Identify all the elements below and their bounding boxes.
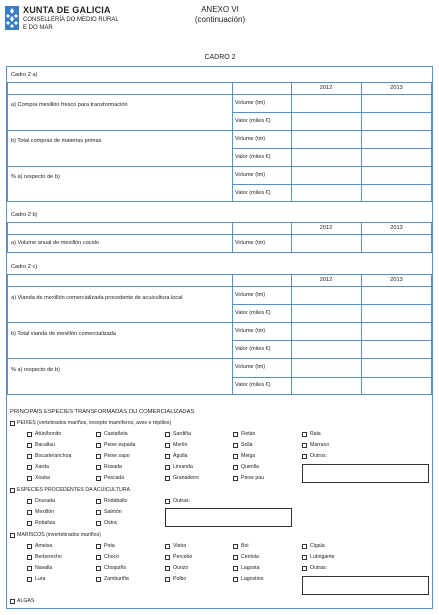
year-header-2013: 2013 [390,85,403,91]
species-label: Centola [241,554,259,560]
others-label: Outros: [310,453,328,459]
checkbox[interactable] [96,577,101,582]
species-label: Marraxo [310,442,330,448]
checkbox[interactable] [96,476,101,481]
species-label: Pescada [104,475,125,481]
checkbox[interactable] [165,555,170,560]
unit-volume: Volume (tm) [235,136,266,142]
species-label: Solla [241,442,253,448]
species-heading: PRINCIPAIS ESPECIES TRANSFORMADAS OU COMERCIALIZADAS [10,409,195,415]
checkbox[interactable] [233,555,238,560]
checkbox[interactable] [27,577,32,582]
species-label: Robaliza [35,520,56,526]
species-label: Lagosta [241,565,260,571]
annex-subtitle: (continuación) [194,15,246,24]
species-label: Xouba [35,475,51,481]
brand-name: XUNTA DE GALICIA [23,5,111,15]
cadro-2c-label: Cadro 2 c) [11,264,38,270]
checkbox[interactable] [165,476,170,481]
year-header-2013: 2013 [390,225,403,231]
others-text-input[interactable] [302,576,429,595]
unit-volume: Volume (tm) [235,240,266,246]
checkbox[interactable] [27,432,32,437]
species-label: Vieira [173,543,187,549]
species-label: Polbo [173,576,187,582]
peixes-label: PEIXES (vertebrados mariños, excepto mamíferos, aves e réptiles) [17,420,172,426]
year-header-2013: 2013 [390,277,403,283]
checkbox[interactable] [27,555,32,560]
species-label: Navalla [35,565,53,571]
department-line-1: CONSELLERÍA DO MEDIO RURAL [23,17,119,23]
checkbox[interactable] [165,443,170,448]
algas-label: ALGAS [17,598,35,604]
xunta-logo-icon [5,6,19,30]
species-label: Fletán [241,431,256,437]
checkbox[interactable] [233,465,238,470]
checkbox[interactable] [233,566,238,571]
unit-value: Valor (miles €) [235,154,271,160]
checkbox[interactable] [165,566,170,571]
species-label: Pota [104,543,115,549]
species-label: Cigala [310,543,325,549]
unit-value: Valor (miles €) [235,310,271,316]
species-label: Peixe espada [104,442,136,448]
checkbox[interactable] [96,521,101,526]
annex-title: ANEXO VI [201,5,239,14]
checkbox[interactable] [233,443,238,448]
checkbox-peixes[interactable] [10,421,15,426]
checkbox[interactable] [165,577,170,582]
checkbox-mariscos[interactable] [10,533,15,538]
species-label: Ostra [104,520,117,526]
others-label: Outras: [310,565,328,571]
species-label: Boi [241,543,249,549]
checkbox[interactable] [27,566,32,571]
unit-volume: Volume (tm) [235,364,266,370]
checkbox[interactable] [27,499,32,504]
species-label: Choco [104,554,119,560]
checkbox[interactable] [27,510,32,515]
checkbox-others[interactable] [302,454,307,459]
species-label: Rosada [104,464,122,470]
cadro-2a-row-label: a) Compra mexillón fresco para transformación [11,102,128,108]
others-text-input[interactable] [302,464,429,483]
checkbox[interactable] [96,432,101,437]
checkbox[interactable] [233,476,238,481]
checkbox-algas[interactable] [10,599,15,604]
year-header-2012: 2012 [319,277,333,283]
unit-volume: Volume (tm) [235,100,266,106]
cadro-2b-row-label: a) Volume anual de mexillón cocido [11,240,99,246]
checkbox[interactable] [96,443,101,448]
form-title: CADRO 2 [204,54,236,61]
species-label: Rodaballo [104,498,128,504]
cadro-2a-row-label: b) Total compras de materias primas [11,138,102,144]
cadro-2b-label: Cadro 2 b) [11,212,38,218]
unit-volume: Volume (tm) [235,328,266,334]
checkbox[interactable] [165,544,170,549]
checkbox-others[interactable] [302,566,307,571]
checkbox-acuicultura[interactable] [10,488,15,493]
checkbox[interactable] [27,443,32,448]
species-label: Atún/bonito [35,431,62,437]
checkbox[interactable] [233,454,238,459]
acuicultura-label: ESPECIES PROCEDENTES DA ACUICULTURA [17,487,130,493]
checkbox[interactable] [233,432,238,437]
year-header-2012: 2012 [319,225,333,231]
unit-value: Valor (miles €) [235,382,271,388]
others-text-input[interactable] [165,508,292,527]
species-label: Berberecho [35,554,62,560]
checkbox[interactable] [96,544,101,549]
species-label: Lagostino [241,576,264,582]
others-label: Outras: [173,498,191,504]
checkbox[interactable] [233,577,238,582]
unit-value: Valor (miles €) [235,190,271,196]
species-label: Bocarte/anchoa [35,453,72,459]
species-label: Xarda [35,464,49,470]
checkbox-others[interactable] [165,499,170,504]
unit-value: Valor (miles €) [235,118,271,124]
checkbox[interactable] [165,432,170,437]
unit-volume: Volume (tm) [235,172,266,178]
cadro-2c-row-label: % a) respecto de b) [11,367,60,373]
unit-volume: Volume (tm) [235,292,266,298]
checkbox[interactable] [96,566,101,571]
species-label: Raia [310,431,321,437]
input-cell[interactable] [292,95,361,112]
checkbox[interactable] [165,454,170,459]
species-label: Mexillón [35,509,55,515]
checkbox[interactable] [302,544,307,549]
checkbox[interactable] [27,544,32,549]
checkbox[interactable] [96,510,101,515]
cadro-2a-row-label: % a) respecto de b) [11,174,60,180]
cadro-2a-label: Cadro 2 a) [11,72,38,78]
checkbox[interactable] [302,555,307,560]
checkbox[interactable] [96,499,101,504]
species-label: Dourada [35,498,55,504]
checkbox[interactable] [96,465,101,470]
species-label: Peixe pau [241,475,265,481]
cadro-2c-row-label: b) Total vianda de mexillón comercializada [11,331,116,337]
species-label: Granadeiro [173,475,199,481]
input-cell[interactable] [292,113,361,130]
department-line-2: E DO MAR [23,25,53,31]
species-label: Agulla [173,453,188,459]
checkbox[interactable] [27,521,32,526]
unit-value: Valor (miles €) [235,346,271,352]
species-label: Lubrigante [310,554,335,560]
species-label: Salmón [104,509,122,515]
species-label: Meiga [241,453,256,459]
species-label: Zamburiña [104,576,129,582]
species-label: Percebe [173,554,193,560]
species-label: Castañeta [104,431,128,437]
mariscos-label: MARISCOS (invertebrados mariños) [17,532,101,538]
species-label: Ourizo [173,565,189,571]
checkbox[interactable] [27,476,32,481]
species-label: Ameixa [35,543,53,549]
input-cell[interactable] [362,95,432,112]
checkbox[interactable] [27,454,32,459]
input-cell[interactable] [362,113,432,130]
checkbox[interactable] [302,432,307,437]
species-label: Lura [35,576,46,582]
checkbox[interactable] [165,465,170,470]
species-label: Sardiña [173,431,191,437]
checkbox[interactable] [233,544,238,549]
checkbox[interactable] [96,555,101,560]
species-label: Quenlla [241,464,259,470]
species-label: Choquiño [104,565,127,571]
checkbox[interactable] [27,465,32,470]
year-header-2012: 2012 [319,85,333,91]
species-label: Bacallau [35,442,55,448]
species-label: Limanda [173,464,193,470]
checkbox[interactable] [96,454,101,459]
species-label: Peixe sapo [104,453,130,459]
species-label: Merlín [173,442,188,448]
cadro-2c-row-label: a) Vianda de mexillón comercializada procedente de acuicultura local [11,295,183,301]
checkbox[interactable] [302,443,307,448]
